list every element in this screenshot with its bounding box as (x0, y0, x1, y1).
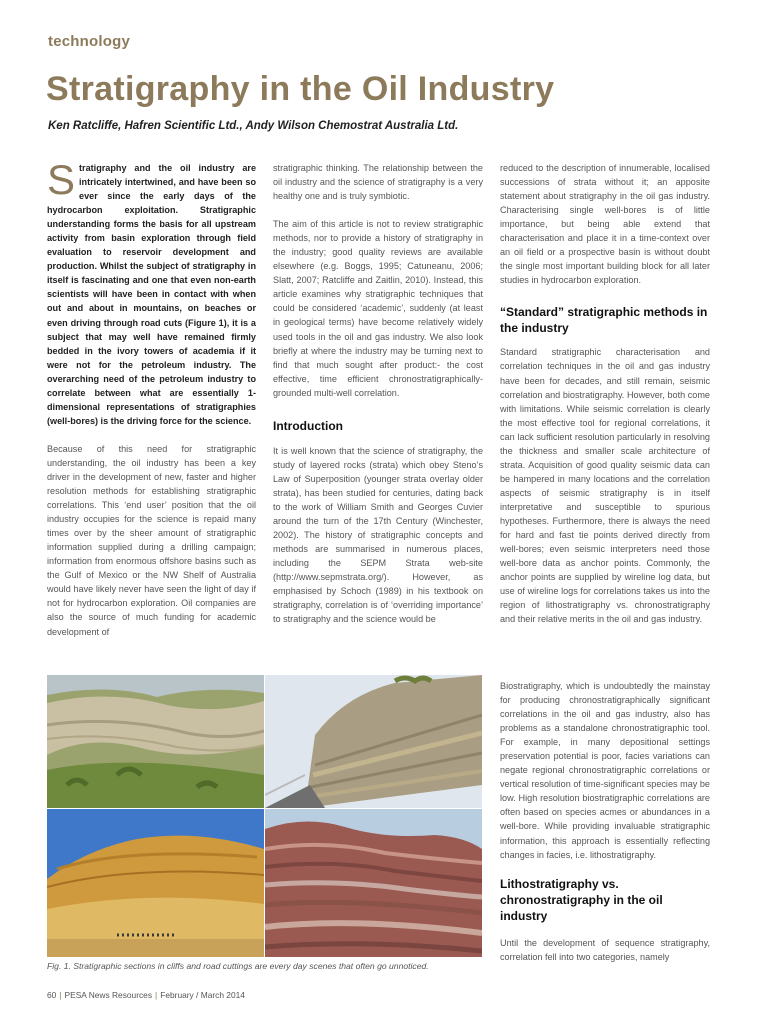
page-footer (47, 990, 245, 1000)
column-3-lower (500, 679, 710, 964)
section-heading-standard-methods: “Standard” stratigraphic methods in the industry (500, 305, 708, 336)
photo-road-cutting (265, 675, 482, 808)
publication-name: PESA News Resources (64, 990, 153, 1000)
article-title: Stratigraphy in the Oil Industry (46, 70, 555, 108)
paragraph: Biostratigraphy, which is undoubtedly the mainstay for producing chronostratigraphically significant correlations in the oil and gas industry, also has problems as a standalone chronostratigraphic tool. For example, in many depositional settings preservation potential is poor, facies variations can negate regional chronostratigraphic correlations or vertical resolution of time-significant species may be low. High resolution biostratigraphic correlations are often based on species acmes or abundances in a well-bore. While providing invaluable stratigraphic information, this approach is essentially reflecting changes in facies, i.e. lithostratigraphy. (500, 681, 710, 860)
page-number: 60 (47, 990, 57, 1000)
paragraph: It is well known that the science of stratigraphy, the study of layered rocks (strata) which obey Steno’s Law of Superposition (younger strata overlay older strata), has been studied for centuries, dating back to the work of William Smith and Georges Cuvier around the turn of the 17th Century (Winchester, 2002). The history of stratigraphic concepts and methods are summarised in numerous places, including the SEPM Strata web-site (http://www.sepmstrata.org/). However, as emphasised by Schoch (1989) in his textbook on stratigraphy, correlation is of ‘overriding importance’ to stratigraphy and the science would be (273, 445, 483, 625)
section-heading-introduction: Introduction (273, 418, 343, 433)
column-1 (47, 156, 256, 639)
paragraph: The aim of this article is not to review stratigraphic methods, nor to provide a history of stratigraphy in the industry; good quality reviews are available elsewhere (e.g. Boggs, 1995; Catuneanu, 2006; Slatt, 2007; Ratcliffe and Zaitlin, 2010). Instead, this article examines why stratigraphic techniques that could be considered ‘academic’, suddenly (at least in geological terms) have become relatively widely used tools in the oil and gas industry. We also look briefly at where the industry may be turning next to find that much sought after product:- the cost effective, time efficient chronostratigraphically-grounded multi-well correlation. (273, 219, 483, 398)
paragraph: stratigraphic thinking. The relationship between the oil industry and the science of stratigraphy is a very healthy one and is truly symbiotic. (273, 163, 483, 202)
article-authors: Ken Ratcliffe, Hafren Scientific Ltd., Andy Wilson Chemostrat Australia Ltd. (48, 120, 459, 132)
drop-cap: S (47, 156, 76, 203)
paragraph: Standard stratigraphic characterisation and correlation techniques in the oil and gas industry have been for decades, and still remain, seismic correlation and biostratigraphy. However, both come with limitations. While seismic correlation is clearly the most effective tool for regional correlations, it can lack sufficient resolution particularly in resolving the thickness and smaller scale architecture of strata. Acquisition of good quality seismic data can be hampered in many locations and the correlation aspects of seismic stratigraphy is in itself interpretative and susceptible to spurious hypotheses. Furthermore, there is always the need for hard and fast tie points derived directly from well-bores; even seismic interpreters need those well-bore data as anchor points. Commonly, the anchor points are supplied by wireline log data, but use of wireline logs for correlations takes us into the region of lithostratigraphy vs. chronostratigraphy and their relative merits in the oil and gas industry. (500, 347, 710, 625)
issue-date: February / March 2014 (160, 990, 245, 1000)
section-tag: technology (48, 33, 131, 50)
photo-painted-hills (265, 809, 482, 957)
photo-eroded-hillside (47, 675, 264, 808)
figure-1-photo-grid (47, 675, 482, 957)
footer-separator: | (59, 990, 62, 1000)
lead-paragraph (47, 156, 256, 428)
photo-sand-cliff (47, 809, 264, 957)
footer-separator: | (155, 990, 158, 1000)
figure-caption: Fig. 1. Stratigraphic sections in cliffs and road cuttings are every day scenes that often go unnoticed. (47, 961, 429, 971)
section-heading-litho-vs-chrono: Lithostratigraphy vs. chronostratigraphy in the oil industry (500, 876, 663, 923)
lead-text: tratigraphy and the oil industry are intricately intertwined, and have been so ever since the early days of the hydrocarbon exploitation. Stratigraphic understanding forms the basis for all upstream activity from basin exploration through field evaluation to reservoir development and production. Whilst the subject of stratigraphy in itself is fascinating and one that even non-earth scientists will have been in contact with when out and about in mountains, on beaches or even driving through road cuts (Figure 1), it is a subject that may well have remained firmly bedded in the ivory towers of academia if it were not for the petroleum industry. The overarching need of the petroleum industry to correlate between what are essentially 1-dimensional representations of stratigraphies (well-bores) is the driving force for the science. (47, 163, 256, 426)
column-2 (273, 161, 483, 626)
paragraph: reduced to the description of innumerable, localised successions of strata without it; an apposite statement about stratigraphy in the oil gas industry. Characterising single well-bores is of little importance, but being able extend that characterisation and place it in a time-context over an oil field or a prospective basin is without doubt the single most important building block for all later studies in hydrocarbon exploration. (500, 163, 710, 286)
paragraph: Until the development of sequence stratigraphy, correlation fell into two categories, namely (500, 937, 710, 962)
paragraph: Because of this need for stratigraphic understanding, the oil industry has been a key driver in the development of new, faster and higher resolution methods for establishing stratigraphic correlations. This ‘end user’ position that the oil industry occupies for the science is repaid many times over by the sheer amount of stratigraphic information supplied during a drilling campaign; information from enormous offshore basins such as the Gulf of Mexico or the NW Shelf of Australia would have likely never have seen the light of day if not for hydrocarbon exploration. Oil companies are also the source of much funding for academic development of (47, 443, 256, 637)
column-3 (500, 161, 710, 626)
